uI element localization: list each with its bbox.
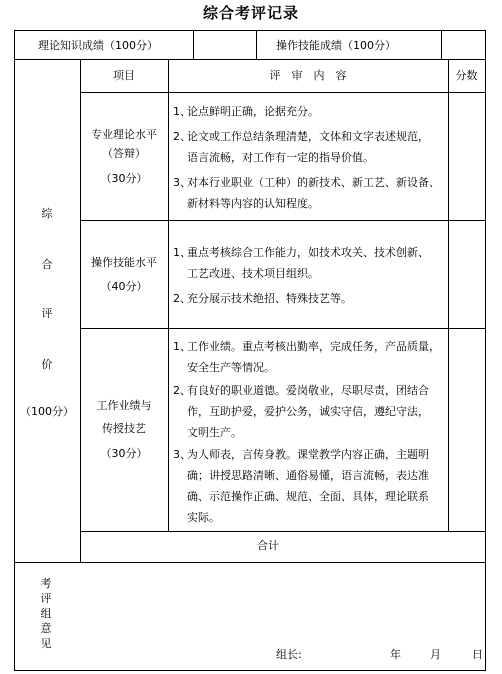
table-border-bottom bbox=[14, 670, 486, 671]
header-item: 项目 bbox=[113, 69, 135, 82]
comprehensive-label-char: 评 bbox=[41, 307, 53, 320]
comprehensive-score: （100分） bbox=[20, 405, 74, 418]
opinion-label-char: 评 bbox=[40, 592, 52, 605]
month-label: 月 bbox=[430, 648, 441, 661]
day-label: 日 bbox=[472, 648, 483, 661]
opinion-label-char: 意 bbox=[40, 622, 52, 635]
comprehensive-label-char: 综 bbox=[41, 207, 53, 220]
total-label: 合计 bbox=[257, 539, 279, 552]
section-points: （40分） bbox=[100, 280, 148, 293]
row-divider bbox=[80, 531, 486, 532]
row-divider bbox=[80, 220, 486, 221]
leader-label: 组长: bbox=[276, 648, 302, 661]
table-border-top bbox=[14, 30, 486, 31]
section-name: 工作业绩与 bbox=[96, 399, 152, 412]
section-name: 专业理论水平 bbox=[91, 128, 157, 141]
row-divider bbox=[14, 59, 486, 60]
section-points: （30分） bbox=[100, 447, 148, 460]
col-divider bbox=[256, 30, 257, 60]
section-name-2: 传授技艺 bbox=[102, 422, 146, 435]
header-content: 评 审 内 容 bbox=[269, 69, 347, 82]
col-divider bbox=[168, 59, 169, 532]
row-divider bbox=[80, 92, 486, 93]
row-divider bbox=[80, 328, 486, 329]
opinion-label-char: 见 bbox=[40, 637, 52, 650]
comprehensive-label-char: 合 bbox=[41, 258, 53, 271]
col-divider bbox=[441, 30, 442, 60]
opinion-label-char: 考 bbox=[40, 577, 52, 590]
year-label: 年 bbox=[390, 648, 401, 661]
table-border-left bbox=[14, 30, 15, 671]
opinion-label-char: 组 bbox=[40, 607, 52, 620]
col-divider bbox=[193, 30, 194, 60]
row-divider bbox=[14, 562, 486, 563]
section-name: 操作技能水平 bbox=[91, 256, 157, 269]
page-title: 综合考评记录 bbox=[202, 4, 299, 22]
theory-score-label: 理论知识成绩（100分） bbox=[38, 39, 158, 52]
header-score: 分数 bbox=[455, 69, 478, 82]
comprehensive-label-char: 价 bbox=[41, 358, 53, 371]
section-sub: （答辩） bbox=[102, 147, 146, 160]
operation-score-label: 操作技能成绩（100分） bbox=[276, 39, 396, 52]
section-points: （30分） bbox=[100, 172, 148, 185]
